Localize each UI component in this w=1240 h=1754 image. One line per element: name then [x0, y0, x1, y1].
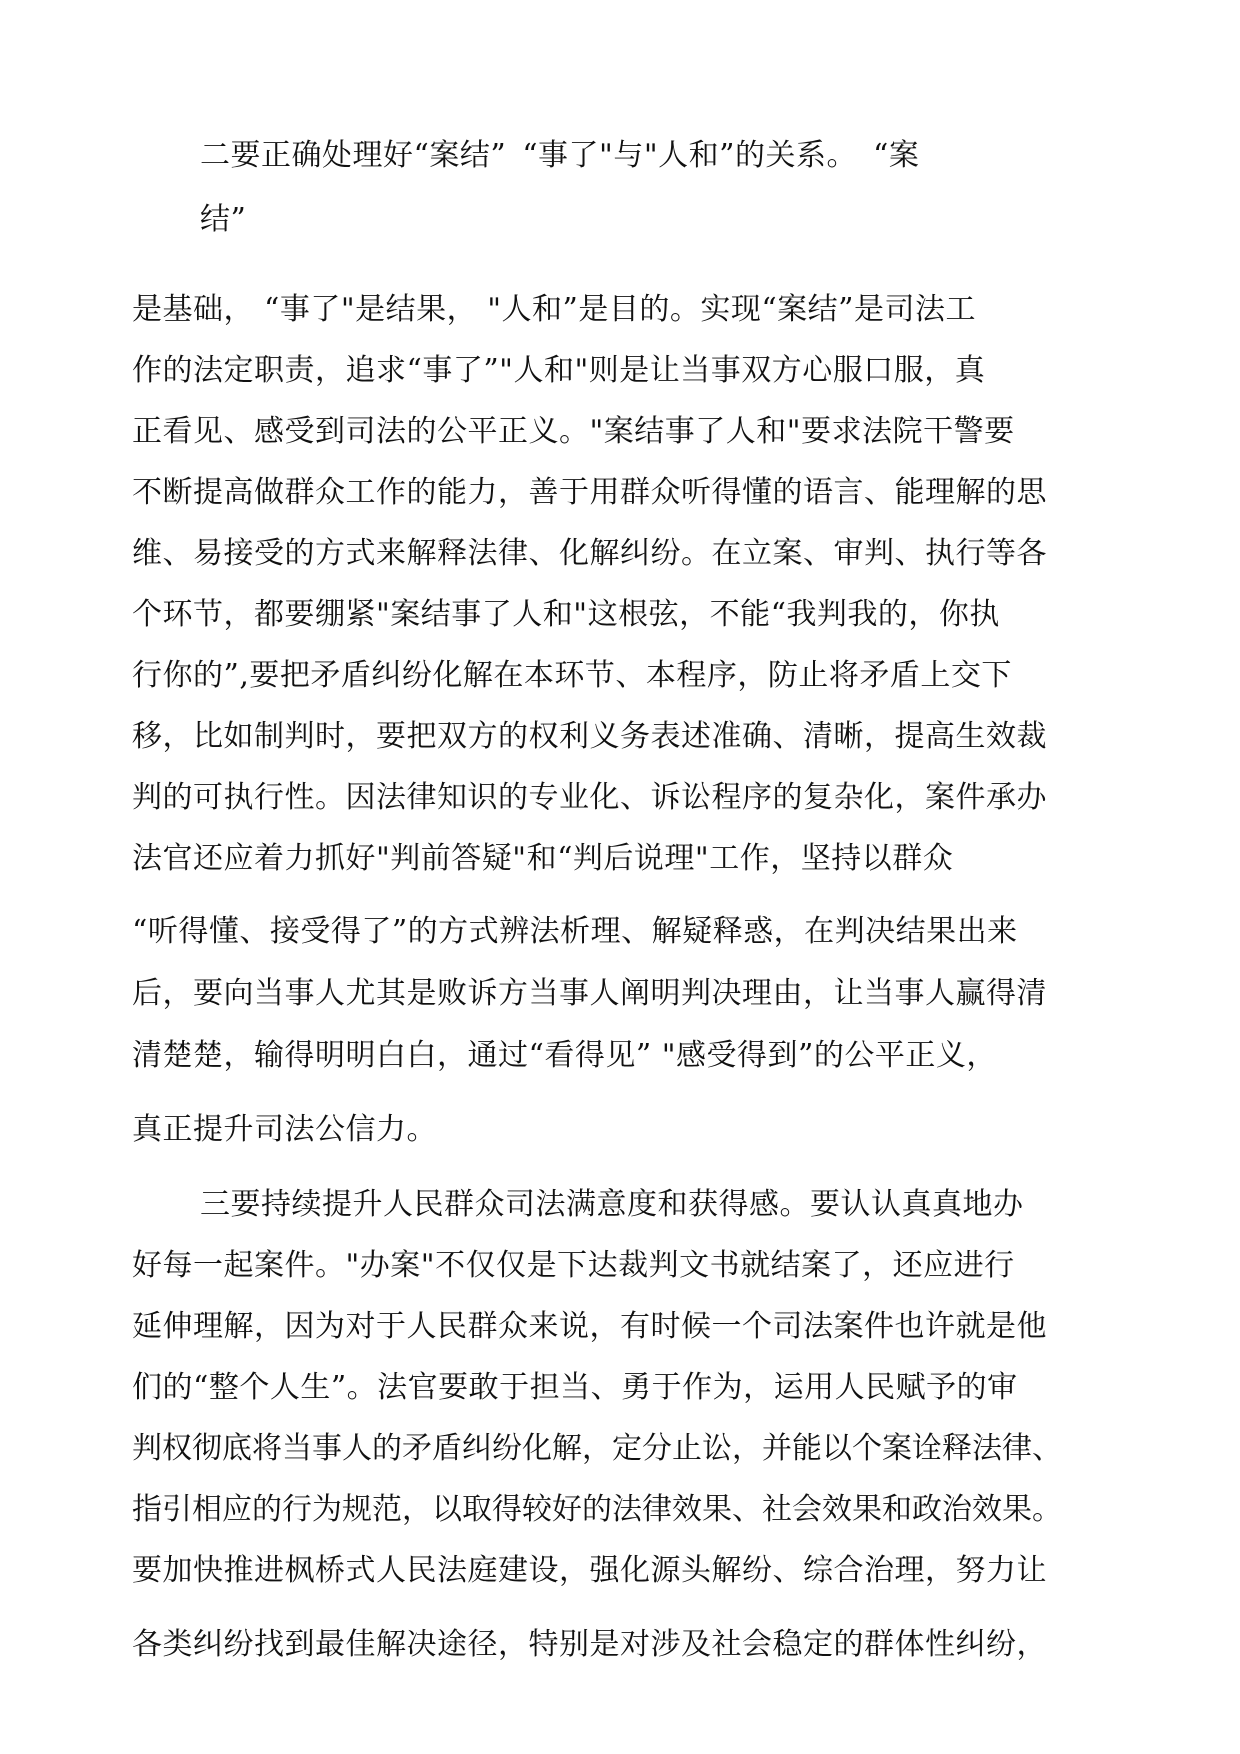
- text-line: 指引相应的行为规范，以取得较好的法律效果、社会效果和政治效果。: [132, 1492, 1062, 1527]
- text-line: 延伸理解，因为对于人民群众来说，有时候一个司法案件也许就是他: [132, 1309, 1047, 1344]
- text-line: 判权彻底将当事人的矛盾纠纷化解，定分止讼，并能以个案诠释法律、: [132, 1431, 1062, 1466]
- text-line: 清楚楚，输得明明白白，通过“看得见” "感受得到”的公平正义，: [132, 1038, 997, 1073]
- text-line: 作的法定职责，追求“事了”"人和"则是让当事双方心服口服，真: [132, 353, 986, 388]
- text-line: 法官还应着力抓好"判前答疑"和“判后说理"工作，坚持以群众: [132, 841, 954, 876]
- text-line: 们的“整个人生”。法官要敢于担当、勇于作为，运用人民赋予的审: [132, 1370, 1018, 1405]
- text-line: 移，比如制判时，要把双方的权利义务表述准确、清晰，提高生效裁: [132, 719, 1047, 754]
- text-line: 判的可执行性。因法律知识的专业化、诉讼程序的复杂化，案件承办: [132, 780, 1047, 815]
- text-line: “听得懂、接受得了”的方式辨法析理、解疑释惑，在判决结果出来: [132, 914, 1018, 949]
- text-line: 是基础， “事了"是结果， "人和”是目的。实现“案结”是司法工: [132, 292, 977, 327]
- text-line: 好每一起案件。"办案"不仅仅是下达裁判文书就结案了，还应进行: [132, 1248, 1015, 1283]
- text-line: 正看见、感受到司法的公平正义。"案结事了人和"要求法院干警要: [132, 414, 1015, 449]
- text-line: 结”: [200, 202, 247, 237]
- text-line: 行你的”,要把矛盾纠纷化解在本环节、本程序，防止将矛盾上交下: [132, 658, 1012, 693]
- text-line: 真正提升司法公信力。: [132, 1112, 437, 1147]
- text-line: 维、易接受的方式来解释法律、化解纠纷。在立案、审判、执行等各: [132, 536, 1047, 571]
- text-line: 后，要向当事人尤其是败诉方当事人阐明判决理由，让当事人赢得清: [132, 976, 1047, 1011]
- text-line: 二要正确处理好“案结” “事了"与"人和”的关系。 “案: [200, 138, 920, 173]
- text-line: 各类纠纷找到最佳解决途径，特别是对涉及社会稳定的群体性纠纷，: [132, 1627, 1047, 1662]
- text-line: 个环节，都要绷紧"案结事了人和"这根弦，不能“我判我的，你执: [132, 597, 1000, 632]
- text-line: 要加快推进枫桥式人民法庭建设，强化源头解纷、综合治理，努力让: [132, 1553, 1047, 1588]
- text-line: 三要持续提升人民群众司法满意度和获得感。要认认真真地办: [200, 1187, 1024, 1222]
- text-line: 不断提高做群众工作的能力，善于用群众听得懂的语言、能理解的思: [132, 475, 1047, 510]
